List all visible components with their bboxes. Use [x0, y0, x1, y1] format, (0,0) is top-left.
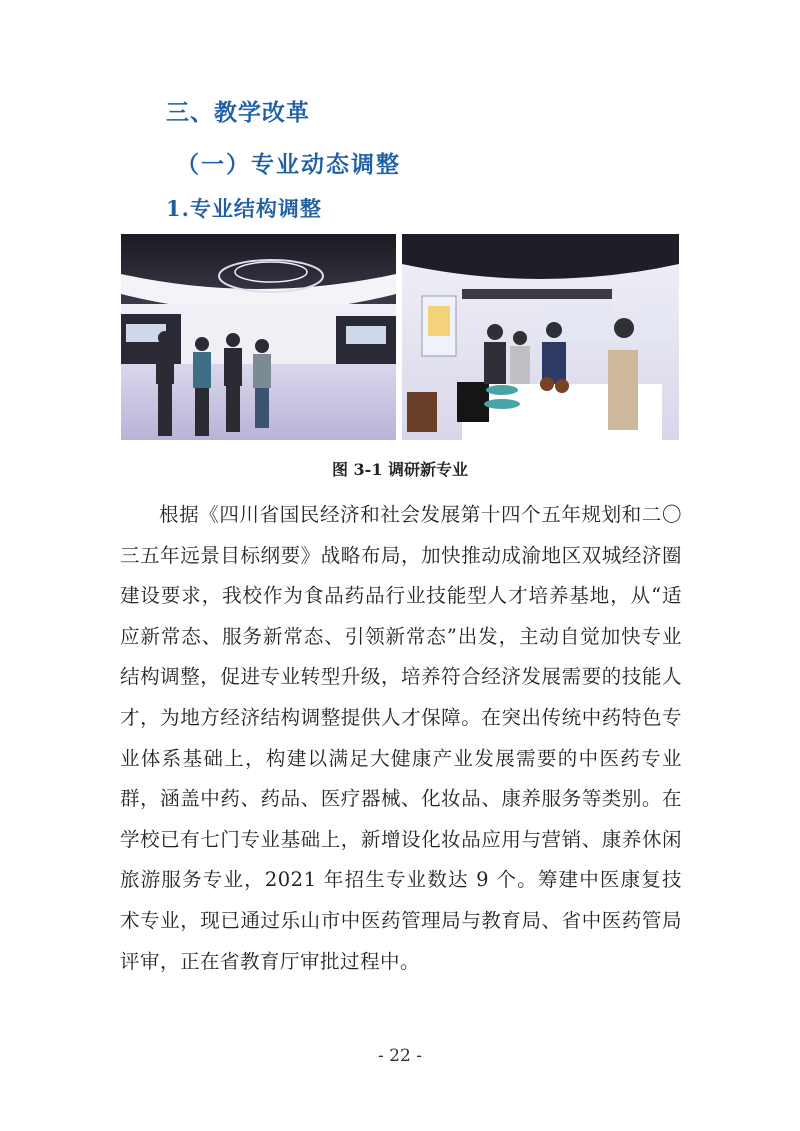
section-heading: 三、教学改革	[166, 100, 310, 126]
figure-caption: 图 3-1 调研新专业	[331, 460, 469, 479]
item-heading: 1.专业结构调整	[166, 196, 322, 221]
subsection-heading: （一）专业动态调整	[176, 152, 401, 178]
photo-exhibition-hall	[121, 234, 396, 440]
page-number: - 22 -	[378, 1046, 422, 1066]
photo-display-counter	[402, 234, 679, 440]
body-paragraph: 根据《四川省国民经济和社会发展第十四个五年规划和二〇三五年远景目标纲要》战略布局，加快推动成渝地区双城经济圈建设要求，我校作为食品药品行业技能型人才培养基地，从“适应新常态、服务新常态、引领新常态”出发，主动自觉加快专业结构调整，促进专业转型升级，培养符合经济发展需要的技能人才，为地方经济结构调整提供人才保障。在突出传统中药特色专业体系基础上，构建以满足大健康产业发展需要的中医药专业群，涵盖中药、药品、医疗器械、化妆品、康养服务等类别。在学校已有七门专业基础上，新增设化妆品应用与营销、康养休闲旅游服务专业，2021 年招生专业数达 9 个。筹建中医康复技术专业，现已通过乐山市中医药管理局与教育局、省中医药管局评审，正在省教育厅审批过程中。	[120, 503, 682, 973]
